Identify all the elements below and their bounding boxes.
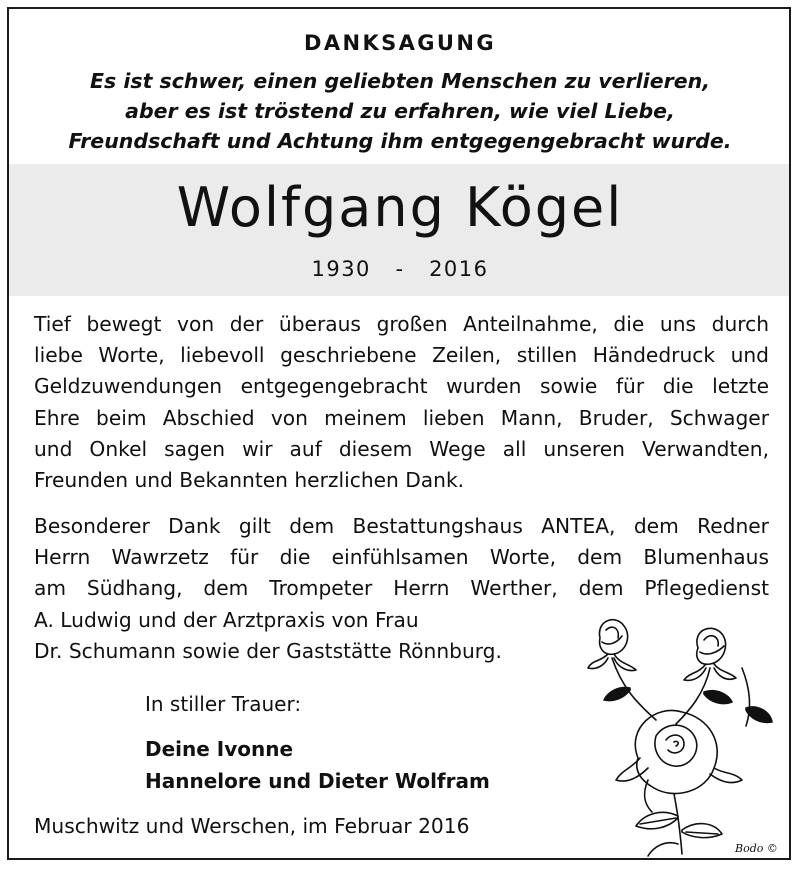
- rose-illustration: [578, 608, 788, 858]
- paragraph-line: und Onkel sagen wir auf diesem Wege all unseren Verwandten,: [34, 436, 769, 461]
- death-year: 2016: [429, 257, 489, 281]
- quote-line: Es ist schwer, einen geliebten Menschen zu verlieren,: [90, 69, 710, 93]
- birth-year: 1930: [311, 257, 371, 281]
- paragraph-line: A. Ludwig und der Arztpraxis von Frau: [34, 607, 419, 632]
- artist-signature: Bodo ©: [735, 842, 778, 855]
- quote-line: Freundschaft und Achtung ihm entgegengebracht wurde.: [68, 129, 732, 153]
- heading-danksagung: DANKSAGUNG: [303, 31, 496, 55]
- quote-block: [0, 66, 800, 156]
- life-years: [0, 257, 800, 281]
- mourning-label: In stiller Trauer:: [145, 692, 302, 716]
- paragraph-line: Dr. Schumann sowie der Gaststätte Rönnburg.: [34, 638, 502, 663]
- paragraph-line: Ehre beim Abschied von meinem lieben Mann, Bruder, Schwager: [34, 405, 769, 430]
- paragraph-line: liebe Worte, liebevoll geschriebene Zeilen, stillen Händedruck und: [34, 343, 769, 368]
- mourner-name: Deine Ivonne: [145, 737, 294, 761]
- place-date: Muschwitz und Werschen, im Februar 2016: [34, 814, 470, 838]
- paragraph-line: Geldzuwendungen entgegengebracht wurden sowie für die letzte: [34, 374, 769, 399]
- mourners-list: [145, 733, 490, 797]
- mourner-name: Hannelore und Dieter Wolfram: [145, 769, 490, 793]
- years-separator: -: [395, 257, 405, 281]
- paragraph-line: Besonderer Dank gilt dem Bestattungshaus ANTEA, dem Redner: [34, 514, 769, 538]
- paragraph-line: Herrn Wawrzetz für die einfühlsamen Worte, dem Blumenhaus: [34, 545, 769, 570]
- quote-line: aber es ist tröstend zu erfahren, wie viel Liebe,: [125, 99, 675, 123]
- paragraph-line: Freunden und Bekannten herzlichen Dank.: [34, 468, 465, 493]
- paragraph-line: am Südhang, dem Trompeter Herrn Werther, dem Pflegedienst: [34, 576, 769, 601]
- thanks-paragraph: [34, 309, 769, 496]
- paragraph-line: Tief bewegt von der überaus großen Anteilnahme, die uns durch: [34, 312, 769, 336]
- deceased-name: Wolfgang Kögel: [176, 176, 624, 239]
